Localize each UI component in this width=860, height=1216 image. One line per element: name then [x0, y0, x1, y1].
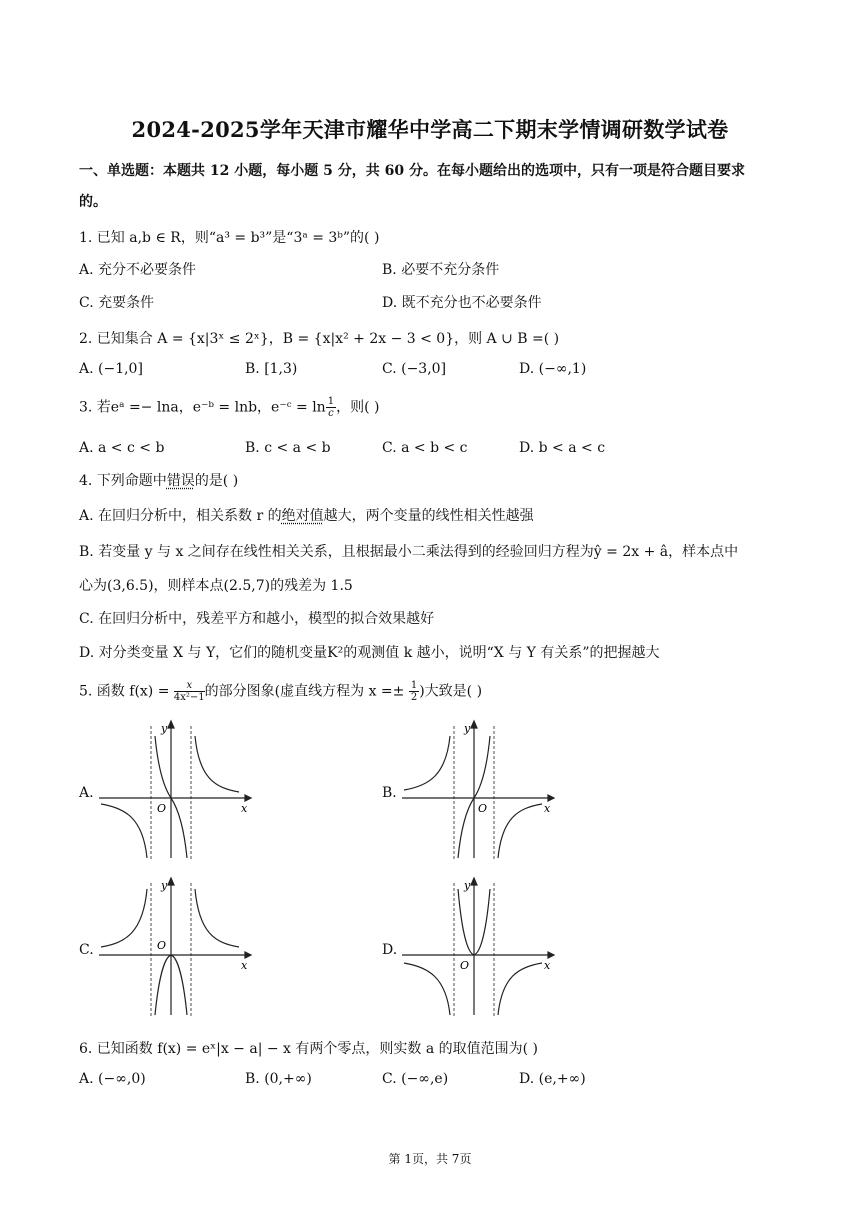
section-heading-cont: 的。 [79, 194, 107, 210]
q4-stem [79, 470, 238, 490]
q5-graph-a [95, 718, 255, 863]
q5-stem-suffix: )大致是( ) [419, 683, 483, 700]
q5-frac-num: x [174, 680, 205, 692]
axis-label-y: y [464, 722, 471, 735]
origin-label: O [157, 802, 167, 815]
q1-stem: 1. 已知 a,b ∈ R，则“a³ = b³”是“3ᵃ = 3ᵇ”的( ) [79, 230, 380, 246]
q5-graph-b [398, 718, 558, 863]
q4-option-b-cont: 心为(3,6.5)，则样本点(2.5,7)的残差为 1.5 [79, 578, 353, 594]
q4-option-d: D. 对分类变量 X 与 Y，它们的随机变量K²的观测值 k 越小，说明“X 与 Y 有关系”的把握越大 [79, 645, 660, 661]
q5-half-den: 2 [410, 692, 418, 703]
x-axis-arrow [245, 952, 251, 958]
q5-half-num: 1 [410, 680, 418, 691]
curve-right [498, 963, 542, 1015]
q2-option-d: D. (−∞,1) [519, 361, 587, 377]
curve-right [195, 736, 239, 792]
curve-left [101, 804, 147, 858]
q3-stem [79, 396, 379, 419]
q6-stem: 6. 已知函数 f(x) = eˣ|x − a| − x 有两个零点，则实数 a 的取值范围为( ) [79, 1041, 539, 1057]
q3-stem-prefix: 3. 若eᵃ =− lna，e⁻ᵇ = lnb，e⁻ᶜ = ln [79, 399, 326, 416]
q1-option-b: B. 必要不充分条件 [382, 262, 500, 278]
q3-stem-suffix: ，则( ) [336, 399, 380, 416]
q4-option-b: B. 若变量 y 与 x 之间存在线性相关关系，且根据最小二乘法得到的经验回归方程为ŷ = 2x + â，样本点中 [79, 544, 739, 560]
q4-stem-emphasis: 错误 [166, 473, 195, 489]
origin-label: O [157, 939, 167, 952]
section-heading: 一、单选题：本题共 12 小题，每小题 5 分，共 60 分。在每小题给出的选项中，只有一项是符合题目要求 [79, 163, 745, 179]
axis-label-y: y [161, 722, 168, 735]
q5-half [409, 680, 419, 703]
page-footer: 第 1页，共 7页 [388, 1152, 472, 1166]
axis-label-y: y [464, 879, 471, 892]
q3-option-d: D. b < a < c [519, 440, 606, 456]
q6-option-d: D. (e,+∞) [519, 1071, 586, 1087]
q5-label-d: D. [382, 942, 398, 958]
curve-left [404, 736, 450, 790]
q6-option-c: C. (−∞,e) [382, 1071, 449, 1087]
x-axis-arrow [548, 952, 554, 958]
q2-option-c: C. (−3,0] [382, 361, 447, 377]
q1-option-c: C. 充要条件 [79, 295, 155, 311]
y-axis-arrow [471, 878, 477, 885]
q5-label-c: C. [79, 942, 94, 958]
y-axis-arrow [168, 878, 174, 885]
q5-fraction [174, 680, 205, 703]
axis-label-x: x [241, 959, 248, 972]
q4-a-suffix: 越大，两个变量的线性相关性越强 [323, 508, 534, 524]
q3-fraction [326, 396, 336, 419]
q2-stem: 2. 已知集合 A = {x|3ˣ ≤ 2ˣ}，B = {x|x² + 2x − 3 < 0}，则 A ∪ B =( ) [79, 331, 560, 347]
q5-label-b: B. [382, 785, 397, 801]
axis-label-y: y [161, 879, 168, 892]
q4-a-prefix: A. 在回归分析中，相关系数 r 的 [79, 508, 282, 524]
curve-right [195, 889, 239, 947]
axis-label-x: x [241, 802, 248, 815]
q4-stem-prefix: 4. 下列命题中 [79, 473, 167, 489]
curve-left [101, 889, 147, 947]
q4-stem-suffix: 的是( ) [194, 473, 239, 489]
q3-frac-num: 1 [327, 396, 335, 407]
q3-frac-den: c [328, 408, 334, 419]
q5-graph-d [398, 875, 558, 1020]
q5-label-a: A. [79, 785, 94, 801]
origin-label: O [460, 959, 470, 972]
x-axis-arrow [245, 795, 251, 801]
q4-a-emphasis: 绝对值 [281, 508, 324, 524]
q4-option-c: C. 在回归分析中，残差平方和越小，模型的拟合效果越好 [79, 611, 435, 627]
x-axis-arrow [548, 795, 554, 801]
y-axis-arrow [471, 721, 477, 728]
q3-option-c: C. a < b < c [382, 440, 468, 456]
axis-label-x: x [544, 959, 551, 972]
q6-option-a: A. (−∞,0) [79, 1071, 146, 1087]
q1-option-d: D. 既不充分也不必要条件 [382, 295, 542, 311]
q1-option-a: A. 充分不必要条件 [79, 262, 197, 278]
q3-option-b: B. c < a < b [245, 440, 331, 456]
q5-graph-c [95, 875, 255, 1020]
axis-label-x: x [544, 802, 551, 815]
q5-frac-den: 4x²−1 [173, 692, 205, 703]
q5-stem [79, 680, 482, 703]
origin-label: O [478, 802, 488, 815]
y-axis-arrow [168, 721, 174, 728]
curve-left [404, 963, 450, 1015]
q2-option-a: A. (−1,0] [79, 361, 143, 377]
q5-stem-mid: 的部分图象(虚直线方程为 x =± [204, 683, 405, 700]
q2-option-b: B. [1,3) [245, 361, 298, 377]
exam-title: 2024-2025学年天津市耀华中学高二下期末学情调研数学试卷 [131, 117, 729, 142]
curve-right [498, 804, 542, 858]
q4-option-a [79, 505, 534, 525]
q3-option-a: A. a < c < b [79, 440, 165, 456]
q6-option-b: B. (0,+∞) [245, 1071, 312, 1087]
q5-stem-prefix: 5. 函数 f(x) = [79, 683, 170, 700]
